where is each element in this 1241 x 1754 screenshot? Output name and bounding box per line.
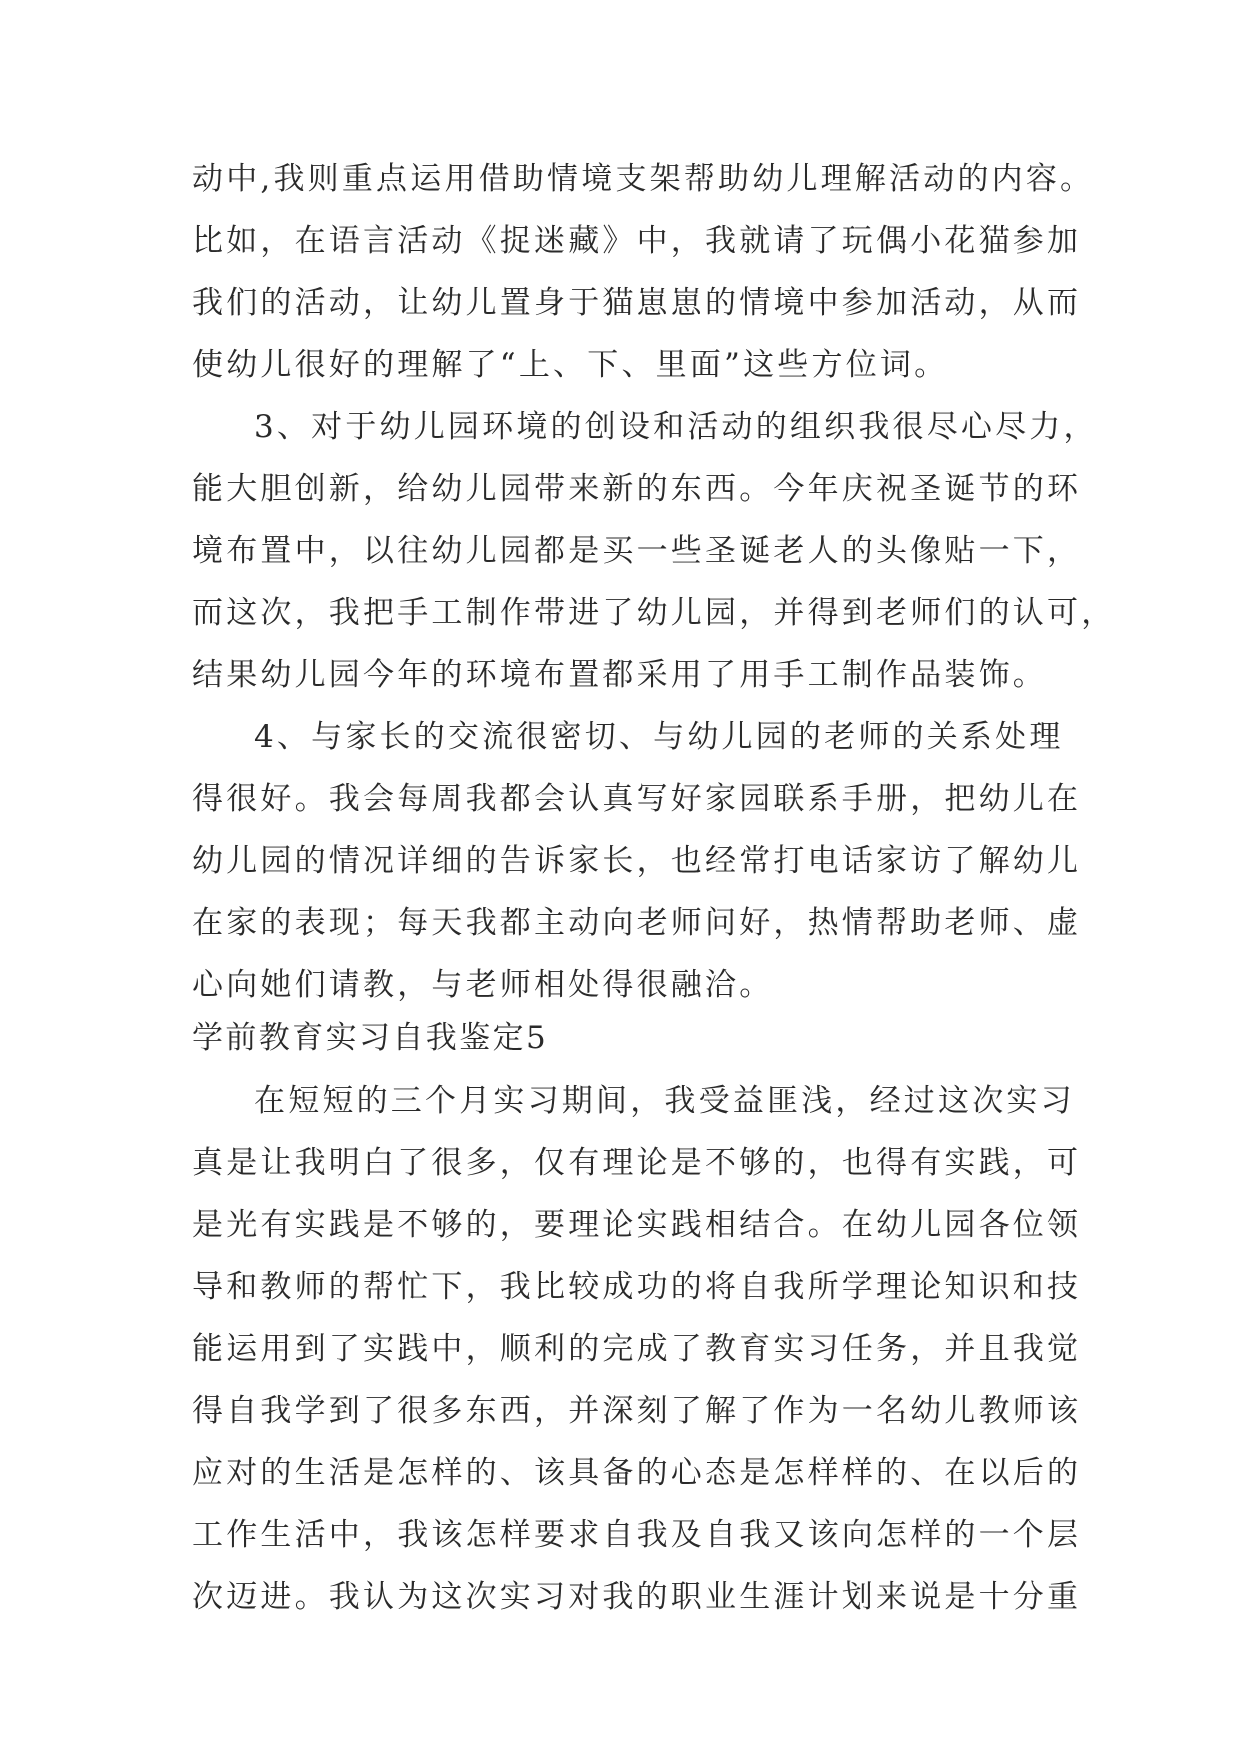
body-text-line: 工作生活中，我该怎样要求自我及自我又该向怎样的一个层 — [192, 1517, 1082, 1553]
body-text-line: 能大胆创新，给幼儿园带来新的东西。今年庆祝圣诞节的环 — [192, 471, 1082, 507]
body-text-line: 得自我学到了很多东西，并深刻了解了作为一名幼儿教师该 — [192, 1393, 1082, 1429]
body-text-line: 结果幼儿园今年的环境布置都采用了用手工制作品装饰。 — [192, 657, 1047, 693]
body-text-line: 我们的活动，让幼儿置身于猫崽崽的情境中参加活动，从而 — [192, 285, 1082, 321]
body-text-line: 而这次，我把手工制作带进了幼儿园，并得到老师们的认可， — [192, 595, 1116, 631]
body-text-line: 动中,我则重点运用借助情境支架帮助幼儿理解活动的内容。 — [192, 161, 1095, 197]
body-text-line: 能运用到了实践中，顺利的完成了教育实习任务，并且我觉 — [192, 1331, 1082, 1367]
body-text-line: 真是让我明白了很多，仅有理论是不够的，也得有实践，可 — [192, 1145, 1082, 1181]
body-text-line: 3、对于幼儿园环境的创设和活动的组织我很尽心尽力， — [254, 409, 1098, 445]
body-text-line: 在家的表现；每天我都主动向老师问好，热情帮助老师、虚 — [192, 905, 1082, 941]
body-text-line: 在短短的三个月实习期间，我受益匪浅，经过这次实习 — [254, 1083, 1075, 1119]
body-text-line: 幼儿园的情况详细的告诉家长，也经常打电话家访了解幼儿 — [192, 843, 1082, 879]
body-text-line: 导和教师的帮忙下，我比较成功的将自我所学理论知识和技 — [192, 1269, 1082, 1305]
section-heading: 学前教育实习自我鉴定5 — [192, 1020, 549, 1056]
body-text-line: 应对的生活是怎样的、该具备的心态是怎样样的、在以后的 — [192, 1455, 1082, 1491]
body-text-line: 使幼儿很好的理解了“上、下、里面”这些方位词。 — [192, 347, 949, 383]
body-text-line: 境布置中，以往幼儿园都是买一些圣诞老人的头像贴一下， — [192, 533, 1082, 569]
body-text-line: 心向她们请教，与老师相处得很融洽。 — [192, 967, 774, 1003]
body-text-line: 次迈进。我认为这次实习对我的职业生涯计划来说是十分重 — [192, 1579, 1082, 1615]
body-text-line: 是光有实践是不够的，要理论实践相结合。在幼儿园各位领 — [192, 1207, 1082, 1243]
body-text-line: 得很好。我会每周我都会认真写好家园联系手册，把幼儿在 — [192, 781, 1082, 817]
body-text-line: 比如，在语言活动《捉迷藏》中，我就请了玩偶小花猫参加 — [192, 223, 1082, 259]
body-text-line: 4、与家长的交流很密切、与幼儿园的老师的关系处理 — [254, 719, 1064, 755]
